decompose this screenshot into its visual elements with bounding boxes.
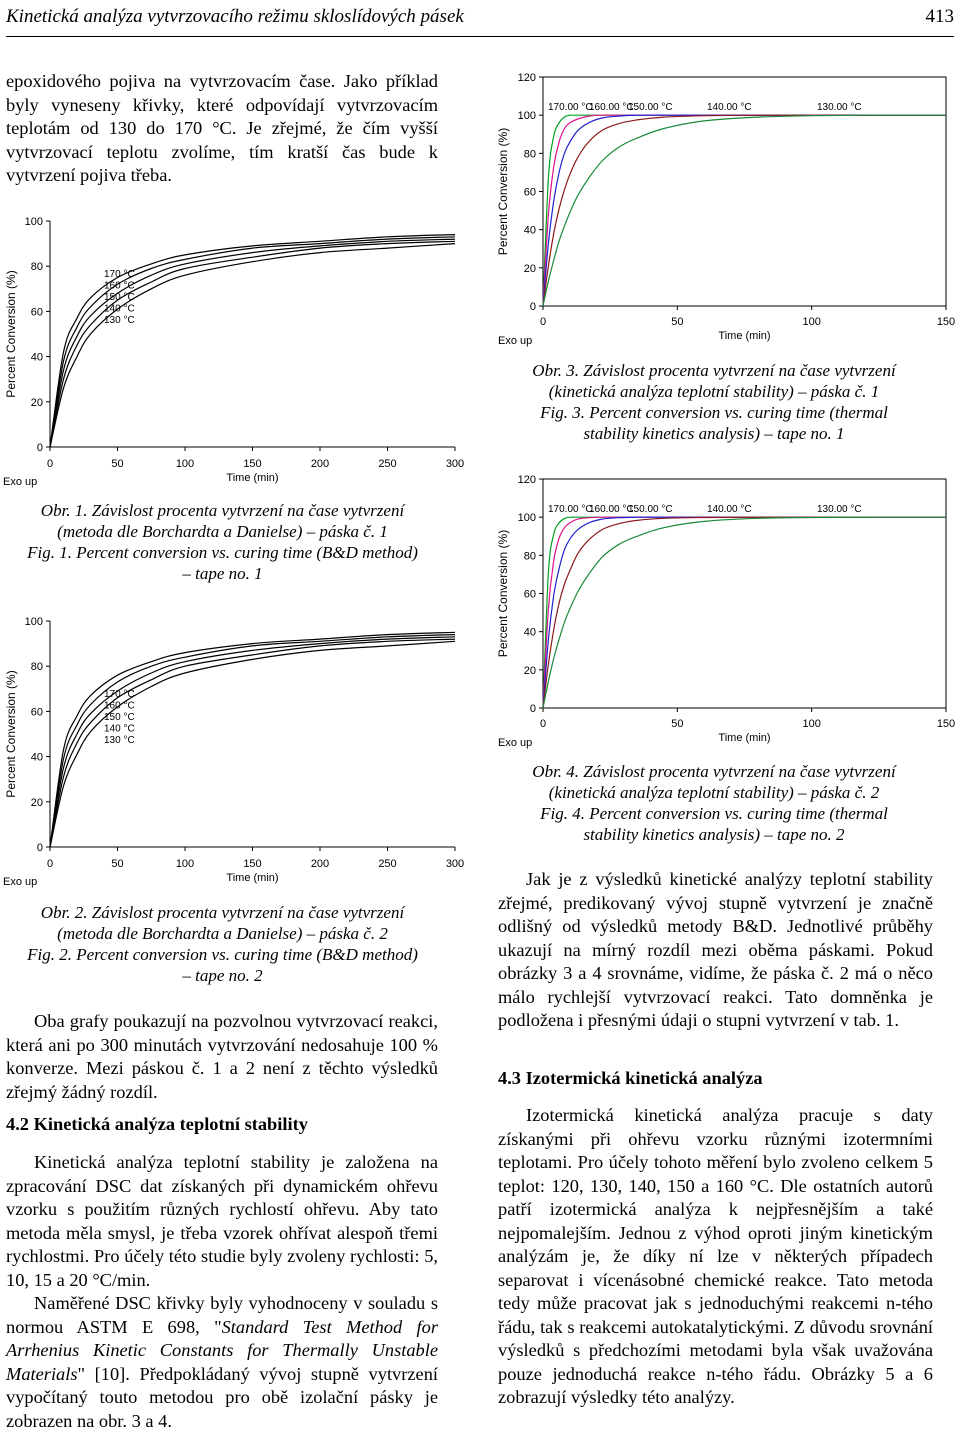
- x-tick-label: 150: [936, 316, 956, 328]
- y-tick-label: 20: [523, 664, 536, 677]
- x-axis-label: Time (min): [718, 330, 771, 342]
- series-line: [50, 235, 455, 447]
- y-tick-label: 60: [523, 186, 536, 199]
- x-axis-label: Time (min): [226, 872, 279, 884]
- x-tick-label: 50: [671, 316, 684, 328]
- curve-temperature-label: 140.00 °C: [707, 102, 752, 113]
- caption-line: (metoda dle Borchardta a Danielse) – páska č. 2: [57, 924, 388, 943]
- exo-up-label: Exo up: [498, 335, 533, 347]
- y-tick-label: 100: [517, 512, 536, 525]
- y-tick-label: 0: [36, 442, 43, 454]
- astm-text-before: Naměřené DSC křivky byly vyhodnoceny v souladu s normou ASTM E 698, ": [6, 1293, 438, 1337]
- x-tick-label: 100: [802, 316, 821, 328]
- journal-running-title: Kinetická analýza vytvrzovacího režimu skloslídových pásek: [6, 6, 464, 27]
- y-tick-label: 80: [30, 661, 43, 674]
- y-tick-label: 20: [523, 262, 536, 275]
- figure-4-caption: [498, 761, 930, 845]
- y-tick-label: 40: [30, 351, 43, 364]
- paragraph-thermal-stability: [6, 1151, 438, 1433]
- caption-line: Obr. 1. Závislost procenta vytvrzení na čase vytvrzení: [40, 501, 405, 520]
- exo-up-label: Exo up: [498, 737, 533, 749]
- caption-line: Obr. 3. Závislost procenta vytvrzení na čase vytvrzení: [532, 361, 896, 380]
- curve-temperature-label: 140 °C: [104, 723, 135, 735]
- curve-temperature-label: 160.00 °C: [589, 504, 634, 515]
- x-tick-label: 150: [243, 858, 262, 870]
- y-axis-label: Percent Conversion (%): [496, 127, 510, 256]
- y-tick-label: 60: [30, 306, 43, 319]
- series-line: [543, 115, 946, 306]
- y-tick-label: 80: [30, 261, 43, 274]
- y-tick-label: 60: [523, 588, 536, 601]
- y-tick-label: 120: [517, 474, 536, 486]
- curve-temperature-label: 170.00 °C: [548, 102, 593, 113]
- x-axis-label: Time (min): [226, 472, 279, 484]
- figure-3-caption: [498, 360, 930, 444]
- figure-1-chart: [0, 205, 470, 495]
- paragraph-isothermal: [498, 1104, 933, 1410]
- x-tick-label: 0: [539, 718, 547, 730]
- y-tick-label: 20: [30, 396, 43, 409]
- paragraph-isothermal-text: Izotermická kinetická analýza pracuje s daty získanými při ohřevu vzorku různými izotermními teplotami. Pro účely tohoto měření bylo zvoleno celkem 5 teplot: 120, 130, 140, 150 a 160 °C. Dle ostatních autorů patří izotermická analýza k nejpřesnějším a také nejpomalejším. Jednou z výhod oproti jiným kinetickým analýzám je, že díky ní lze v některých případech separovat i vícenásobné chemické reakce. Tato metoda tedy může pracovat jak s jednoduchými reakcemi n-tého řádu, tak s reakcemi autokatalytickými. Z důvodu srovnání výsledků s předchozími metodami byla však uvažována pouze jednoduchá reakce n-tého řádu. Obrázky 5 a 6 zobrazují výsledky této analýzy.: [498, 1105, 933, 1407]
- y-tick-label: 0: [529, 703, 536, 715]
- x-tick-label: 200: [310, 858, 330, 870]
- astm-text-after: " [10]. Předpokládaný vývoj stupně vytvrzení vypočítaný touto metodou pro obě izolační pásky je zobrazen na obr. 3 a 4.: [6, 1363, 438, 1431]
- y-tick-label: 0: [36, 842, 43, 854]
- x-tick-label: 100: [802, 718, 821, 730]
- intro-paragraph-text: epoxidového pojiva na vytvrzovacím čase. Jako příklad byly vyneseny křivky, které odpovídají vytvrzovacím teplotám od 130 do 170 °C. Je zřejmé, že čím vyšší vytvrzovací teplotu zvolíme, tím kratší čas bude k vytvrzení pojiva třeba.: [6, 71, 438, 185]
- running-header: [6, 0, 954, 37]
- curve-temperature-label: 130 °C: [104, 315, 135, 326]
- y-tick-label: 100: [24, 216, 43, 228]
- figure-1-caption: [0, 500, 445, 584]
- curve-temperature-label: 150 °C: [104, 712, 135, 723]
- y-tick-label: 40: [523, 224, 536, 237]
- figure-2-caption: [0, 902, 445, 986]
- series-line: [543, 517, 946, 708]
- paragraph-b-d-summary-text: Oba grafy poukazují na pozvolnou vytvrzovací reakci, která ani po 300 minutách vytvrzování nedosahuje 100 % konverze. Mezi páskou č. 1 a 2 není z těchto výsledků zřejmý žádný rozdíl.: [6, 1011, 438, 1102]
- paragraph-thermal-stability-text: Kinetická analýza teplotní stability je založena na zpracování DSC dat získaných při dynamickém ohřevu vzorku s použitím různých rychlostí ohřevu. Aby tato metoda měla smysl, je třeba vzorek ohřívat alespoň třemi rychlostmi. Pro účely této studie byly zvoleny rychlosti: 5, 10, 15 a 20 °C/min.: [6, 1152, 438, 1290]
- curve-temperature-label: 170.00 °C: [548, 504, 593, 515]
- series-line: [543, 517, 946, 708]
- curve-temperature-label: 130.00 °C: [817, 504, 862, 515]
- x-tick-label: 0: [539, 316, 547, 328]
- curve-temperature-label: 150.00 °C: [628, 102, 673, 113]
- caption-line: (kinetická analýza teplotní stability) – páska č. 2: [548, 783, 880, 802]
- curve-temperature-label: 170 °C: [104, 269, 135, 280]
- y-axis-label: Percent Conversion (%): [4, 670, 18, 798]
- caption-line: – tape no. 2: [182, 966, 263, 985]
- series-line: [543, 517, 946, 708]
- caption-line: (metoda dle Borchardta a Danielse) – páska č. 1: [57, 522, 388, 541]
- series-line: [543, 115, 946, 306]
- caption-line: Fig. 4. Percent conversion vs. curing time (thermal: [540, 804, 888, 823]
- series-line: [543, 115, 946, 306]
- paragraph-tsk-results-text: Jak je z výsledků kinetické analýzy teplotní stability zřejmé, predikovaný vývoj stupně vytvrzení je značně odlišný od výsledků metody B&D. Jednotlivé průběhy ukazují na mírný rozdíl mezi oběma páskami. Pokud obrázky 3 a 4 srovnáme, vidíme, že páska č. 2 má o něco málo rychlejší vytvrzovací reakci. Tato domněnka je podložena i přesnými údaji o stupni vytvrzení v tab. 1.: [498, 869, 933, 1030]
- curve-temperature-label: 170 °C: [104, 689, 135, 700]
- figure-3-chart: [493, 68, 960, 350]
- y-tick-label: 0: [529, 301, 536, 313]
- figure-2-chart: [0, 605, 470, 895]
- x-tick-label: 50: [671, 718, 684, 730]
- curve-temperature-label: 140 °C: [104, 303, 135, 315]
- y-tick-label: 100: [24, 616, 43, 628]
- x-tick-label: 150: [243, 458, 262, 470]
- caption-line: – tape no. 1: [182, 564, 263, 583]
- caption-line: stability kinetics analysis) – tape no. 2: [583, 825, 845, 844]
- curve-temperature-label: 160.00 °C: [589, 102, 634, 113]
- x-tick-label: 100: [175, 458, 195, 470]
- series-line: [543, 115, 946, 306]
- y-tick-label: 20: [30, 796, 43, 809]
- series-line: [543, 115, 946, 306]
- caption-line: stability kinetics analysis) – tape no. 1: [583, 424, 845, 443]
- curve-temperature-label: 140.00 °C: [707, 504, 752, 515]
- y-tick-label: 80: [523, 550, 536, 563]
- curve-temperature-label: 160 °C: [104, 280, 135, 292]
- curve-temperature-label: 160 °C: [104, 700, 135, 712]
- intro-paragraph: [6, 70, 438, 188]
- x-axis-label: Time (min): [718, 732, 771, 744]
- caption-line: Fig. 2. Percent conversion vs. curing time (B&D method): [27, 945, 418, 964]
- x-tick-label: 0: [46, 458, 54, 470]
- x-tick-label: 300: [445, 458, 465, 470]
- caption-line: Obr. 4. Závislost procenta vytvrzení na čase vytvrzení: [532, 762, 896, 781]
- paragraph-astm: [6, 1292, 438, 1433]
- paragraph-b-d-summary: [6, 1010, 438, 1104]
- y-tick-label: 60: [30, 706, 43, 719]
- section-heading-4-2: 4.2 Kinetická analýza teplotní stability: [6, 1114, 308, 1134]
- x-tick-label: 0: [46, 858, 54, 870]
- exo-up-label: Exo up: [3, 876, 38, 888]
- section-heading-4-3: 4.3 Izotermická kinetická analýza: [498, 1068, 763, 1088]
- curve-temperature-label: 130.00 °C: [817, 102, 862, 113]
- x-tick-label: 50: [111, 458, 124, 470]
- y-axis-label: Percent Conversion (%): [496, 529, 510, 658]
- x-tick-label: 150: [936, 718, 956, 730]
- caption-line: Fig. 3. Percent conversion vs. curing time (thermal: [540, 403, 888, 422]
- x-tick-label: 50: [111, 858, 124, 870]
- caption-line: Obr. 2. Závislost procenta vytvrzení na čase vytvrzení: [40, 903, 405, 922]
- y-tick-label: 80: [523, 148, 536, 161]
- x-tick-label: 250: [378, 458, 397, 470]
- x-tick-label: 200: [310, 458, 330, 470]
- series-line: [543, 517, 946, 708]
- x-tick-label: 100: [175, 858, 195, 870]
- curve-temperature-label: 150 °C: [104, 292, 135, 303]
- y-axis-label: Percent Conversion (%): [4, 270, 18, 398]
- astm-standard-title: Standard Test Method for Arrhenius Kinetic Constants for Thermally Unstable Materials: [6, 1316, 439, 1384]
- page-number: 413: [925, 6, 954, 27]
- y-tick-label: 40: [523, 626, 536, 639]
- y-tick-label: 120: [517, 72, 536, 84]
- exo-up-label: Exo up: [3, 476, 38, 488]
- figure-4-chart: [493, 470, 960, 752]
- x-tick-label: 250: [378, 858, 397, 870]
- y-tick-label: 40: [30, 751, 43, 764]
- series-line: [543, 517, 946, 708]
- y-tick-label: 100: [517, 110, 536, 123]
- curve-temperature-label: 130 °C: [104, 735, 135, 746]
- curve-temperature-label: 150.00 °C: [628, 504, 673, 515]
- caption-line: (kinetická analýza teplotní stability) – páska č. 1: [548, 382, 880, 401]
- paragraph-tsk-results: [498, 868, 933, 1033]
- x-tick-label: 300: [445, 858, 465, 870]
- caption-line: Fig. 1. Percent conversion vs. curing time (B&D method): [27, 543, 418, 562]
